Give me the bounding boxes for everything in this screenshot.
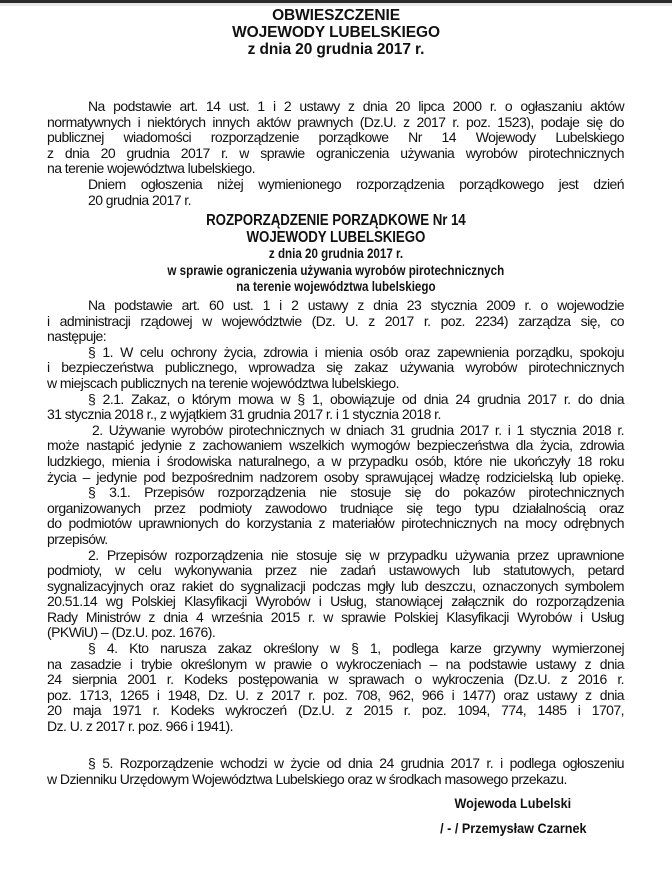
text-line: i administracji rządowej w województwie (Dz. U. z 2017 r. poz. 2234) zarządza się, co	[47, 312, 624, 329]
announcement-paragraph-1	[47, 99, 624, 177]
regulation-preamble	[47, 298, 624, 735]
section-3-2-line: sygnalizacyjnych oraz rakiet do sygnalizacji podczas mgły lub deszczu, oznaczonych symbolem	[47, 577, 624, 594]
section-2-1-line: 31 stycznia 2018 r., z wyjątkiem 31 grudnia 2017 r. i 1 stycznia 2018 r.	[47, 406, 441, 423]
section-4-line: poz. 1713, 1265 i 1948, Dz. U. z 2017 r. poz. 708, 962, 966 i 1477) oraz ustawy z dnia	[47, 686, 624, 703]
section-5-line: § 5. Rozporządzenie wchodzi w życie od dnia 24 grudnia 2017 r. i podlega ogłoszeniu	[88, 755, 624, 771]
announcement-header	[0, 7, 672, 58]
section-3-1-line: do podmiotów uprawnionych do korzystania z materiałów pirotechnicznych na mocy odrębnych	[47, 515, 624, 532]
announcement-date: z dnia 20 grudnia 2017 r.	[247, 41, 425, 58]
section-4-line: na zasadzie i trybie określonym w prawie o wykroczeniach – na podstawie ustawy z dnia	[47, 655, 624, 672]
regulation-date: z dnia 20 grudnia 2017 r.	[268, 246, 404, 261]
text-line: normatywnych i niektórych innych aktów prawnych (Dz.U. z 2017 r. poz. 1523), podaje się do	[47, 113, 624, 130]
section-1-line: i bezpieczeństwa publicznego, wprowadza się zakaz używania wyrobów pirotechnicznych	[47, 359, 624, 376]
section-3-2-line: Rady Ministrów z dnia 4 września 2015 r. w sprawie Polskiej Klasyfikacji Wyrobów i Usług	[47, 608, 624, 625]
window-top-bar-shadow	[0, 3, 672, 6]
regulation-issuer: WOJEWODY LUBELSKIEGO	[246, 229, 426, 246]
signature-role	[428, 795, 598, 811]
section-3-1-line: organizowanych przez podmioty zawodowo trudniące się tego typu działalnością oraz	[47, 499, 624, 516]
text-line: Na podstawie art. 14 ust. 1 i 2 ustawy z dnia 20 lipca 2000 r. o ogłaszaniu aktów	[88, 98, 624, 114]
section-3-2-line: 2. Przepisów rozporządzenia nie stosuje się w przypadku używania przez uprawnione	[88, 546, 624, 563]
section-2-1-line: § 2.1. Zakaz, o którym mowa w § 1, obowiązuje od dnia 24 grudnia 2017 r. do dnia	[88, 390, 624, 407]
regulation-header	[0, 212, 672, 296]
section-2-2-line: może nastąpić jedynie z zachowaniem wszelkich wymogów bezpieczeństwa dla życia, zdrowia	[47, 437, 624, 454]
signature-name	[428, 820, 598, 836]
signature-role-text: Wojewoda Lubelski	[454, 795, 572, 811]
text-line: na terenie województwa lubelskiego.	[47, 160, 255, 177]
section-3-1-line: przepisów.	[47, 530, 108, 547]
section-3-2-line: (PKWiU) – (Dz.U. poz. 1676).	[47, 624, 216, 641]
regulation-subject-line-1: w sprawie ograniczenia używania wyrobów pirotechnicznych	[167, 262, 505, 278]
text-line: z dnia 20 grudnia 2017 r. w sprawie ograniczenia używania wyrobów pirotechnicznych	[47, 144, 624, 161]
section-2-2-line: życia – jedynie pod bezpośrednim nadzorem osoby sprawującej władzę rodzicielską lub opiekę.	[47, 468, 624, 485]
section-4-line: 20 maja 1971 r. Kodeks wykroczeń (Dz.U. z 2015 r. poz. 1094, 774, 1485 i 1707,	[47, 702, 624, 719]
announcement-paragraph-2	[47, 177, 624, 208]
announcement-issuer: WOJEWODY LUBELSKIEGO	[232, 24, 440, 41]
regulation-section-5	[47, 756, 624, 787]
section-3-1-line: § 3.1. Przepisów rozporządzenia nie stosuje się do pokazów pirotechnicznych	[88, 484, 624, 501]
section-2-2-line: 2. Używanie wyrobów pirotechnicznych w dniach 31 grudnia 2017 r. i 1 stycznia 2018 r.	[92, 421, 624, 438]
section-2-2-line: ludzkiego, mienia i środowiska naturalnego, a w przypadku osób, które nie ukończyły 18 roku	[47, 452, 624, 469]
section-1-line: § 1. W celu ochrony życia, zdrowia i mienia osób oraz zapewnienia porządku, spokoju	[88, 343, 624, 360]
section-5-line: w Dzienniku Urzędowym Województwa Lubelskiego oraz w środkach masowego przekazu.	[47, 770, 567, 787]
text-line: następuje:	[47, 328, 107, 345]
section-4-line: 24 sierpnia 2001 r. Kodeks postępowania w sprawach o wykroczenia (Dz.U. z 2016 r.	[47, 671, 624, 688]
announcement-title: OBWIESZCZENIE	[272, 7, 400, 24]
regulation-subject-line-2: na terenie województwa lubelskiego	[236, 279, 436, 294]
text-line: Na podstawie art. 60 ust. 1 i 2 ustawy z dnia 23 stycznia 2009 r. o wojewodzie	[88, 297, 624, 313]
section-4-line: § 4. Kto narusza zakaz określony w § 1, podlega karze grzywny wymierzonej	[88, 640, 624, 657]
regulation-title: ROZPORZĄDZENIE PORZĄDKOWE Nr 14	[206, 212, 466, 229]
section-4-line: Dz. U. z 2017 r. poz. 966 i 1941).	[47, 718, 233, 735]
text-line: 20 grudnia 2017 r.	[88, 191, 191, 208]
text-line: Dniem ogłoszenia niżej wymienionego rozporządzenia porządkowego jest dzień	[88, 176, 624, 192]
section-3-2-line: podmioty, w celu wykonywania przez nie zadań ustawowych lub statutowych, petard	[47, 562, 624, 579]
signature-name-text: / - / Przemysław Czarnek	[439, 820, 587, 836]
text-line: publicznej wiadomości rozporządzenie porządkowe Nr 14 Wojewody Lubelskiego	[47, 129, 624, 146]
section-1-line: w miejscach publicznych na terenie województwa lubelskiego.	[47, 374, 399, 391]
section-3-2-line: 20.51.14 wg Polskiej Klasyfikacji Wyrobów i Usług, stanowiącej załącznik do rozporządzenia	[47, 593, 624, 610]
